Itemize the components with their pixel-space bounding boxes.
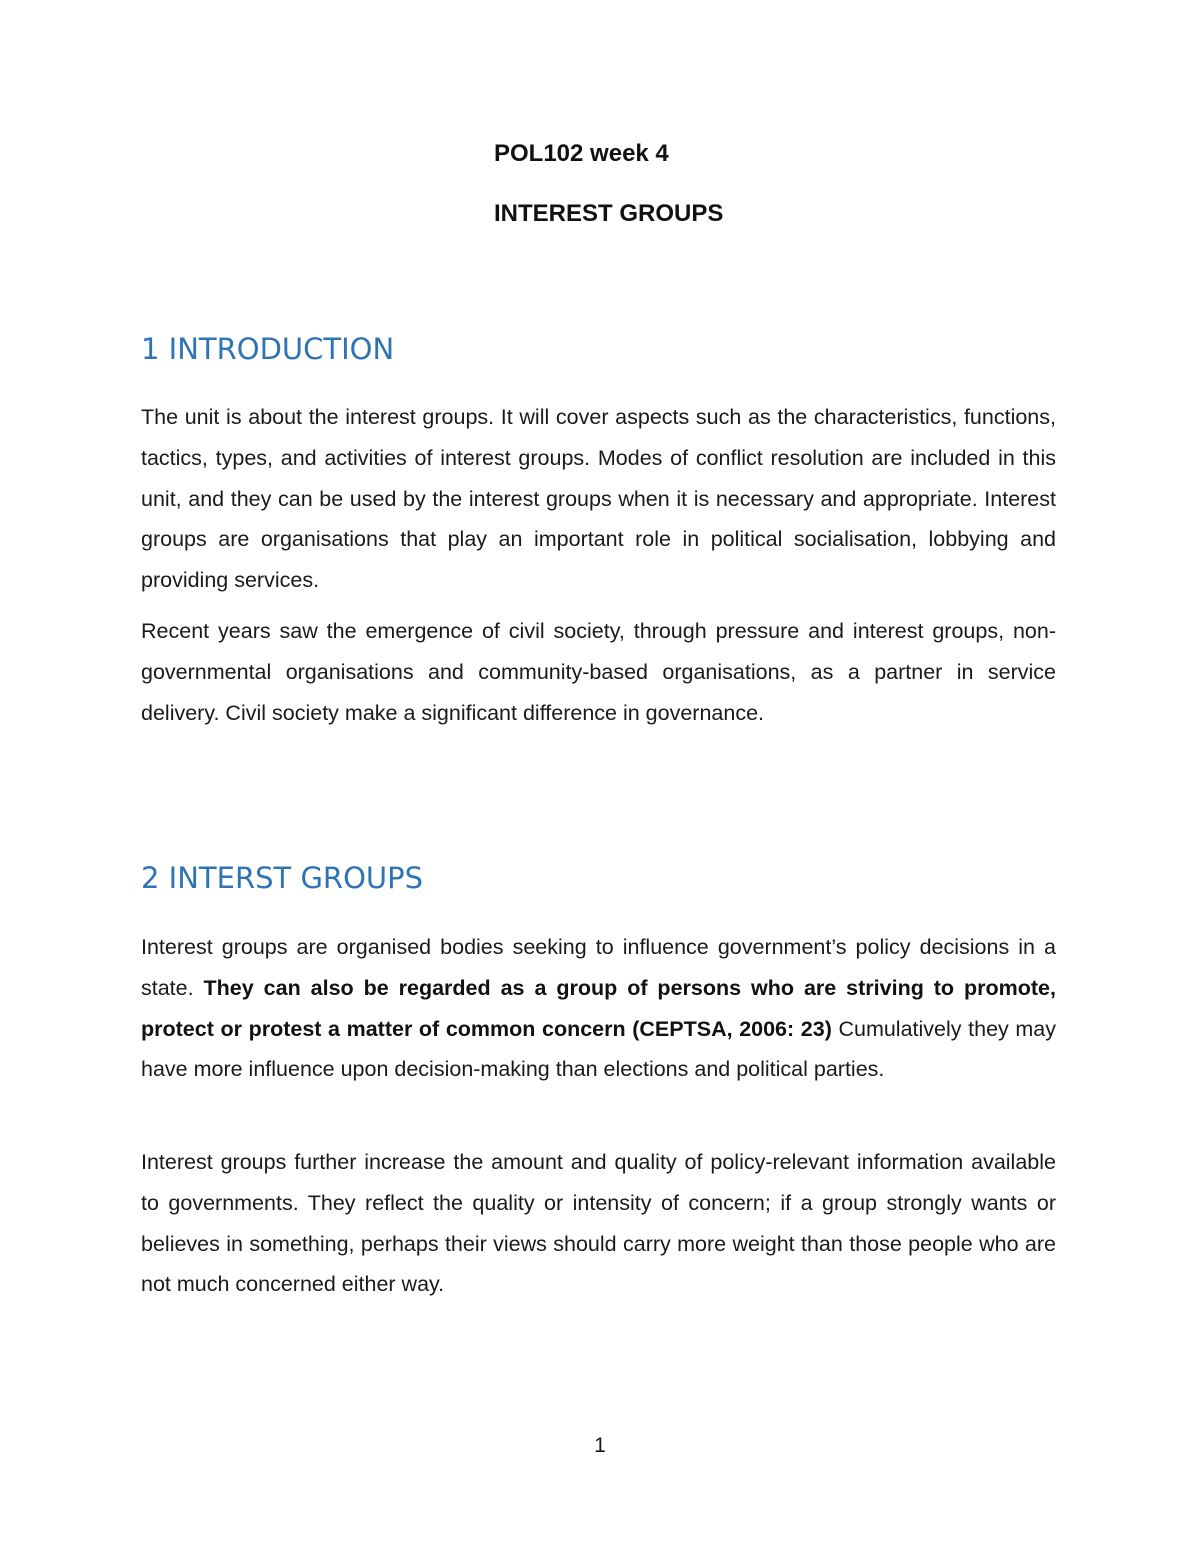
course-title: POL102 week 4 — [494, 140, 669, 167]
paragraph-text-end: Cumulatively they may have more influence upon decision-making than elections and political parties. — [141, 1016, 1056, 1082]
section-heading-interest-groups: 2 INTERST GROUPS — [141, 861, 424, 895]
interest-groups-paragraph-1 — [141, 927, 1056, 1090]
interest-groups-paragraph-2: Interest groups further increase the amount and quality of policy-relevant information available to governments. They reflect the quality or intensity of concern; if a group strongly wants or believes in something, perhaps their views should carry more weight than those people who are not much concerned either way. — [141, 1150, 1056, 1297]
intro-paragraph-2: Recent years saw the emergence of civil society, through pressure and interest groups, non-governmental organisations and community-based organisations, as a partner in service delivery. Civil society make a significant difference in governance. — [141, 619, 1056, 725]
paragraph-bold-definition: They can also be regarded as a group of persons who are striving to promote, protect or protest a matter of common concern (CEPTSA, 2006: 23) — [141, 975, 1056, 1041]
page-number: 1 — [594, 1434, 606, 1457]
intro-paragraph-1: The unit is about the interest groups. It will cover aspects such as the characteristics, functions, tactics, types, and activities of interest groups. Modes of conflict resolution are included in this unit, and they can be used by the interest groups when it is necessary and appropriate. Interest groups are organisations that play an important role in political socialisation, lobbying and providing services. — [141, 405, 1056, 593]
document-title: INTEREST GROUPS — [494, 200, 724, 227]
section-heading-introduction: 1 INTRODUCTION — [141, 332, 395, 366]
paragraph-text-start: Interest groups are organised bodies seeking to influence government’s policy decisions in a state. — [141, 935, 1056, 1000]
